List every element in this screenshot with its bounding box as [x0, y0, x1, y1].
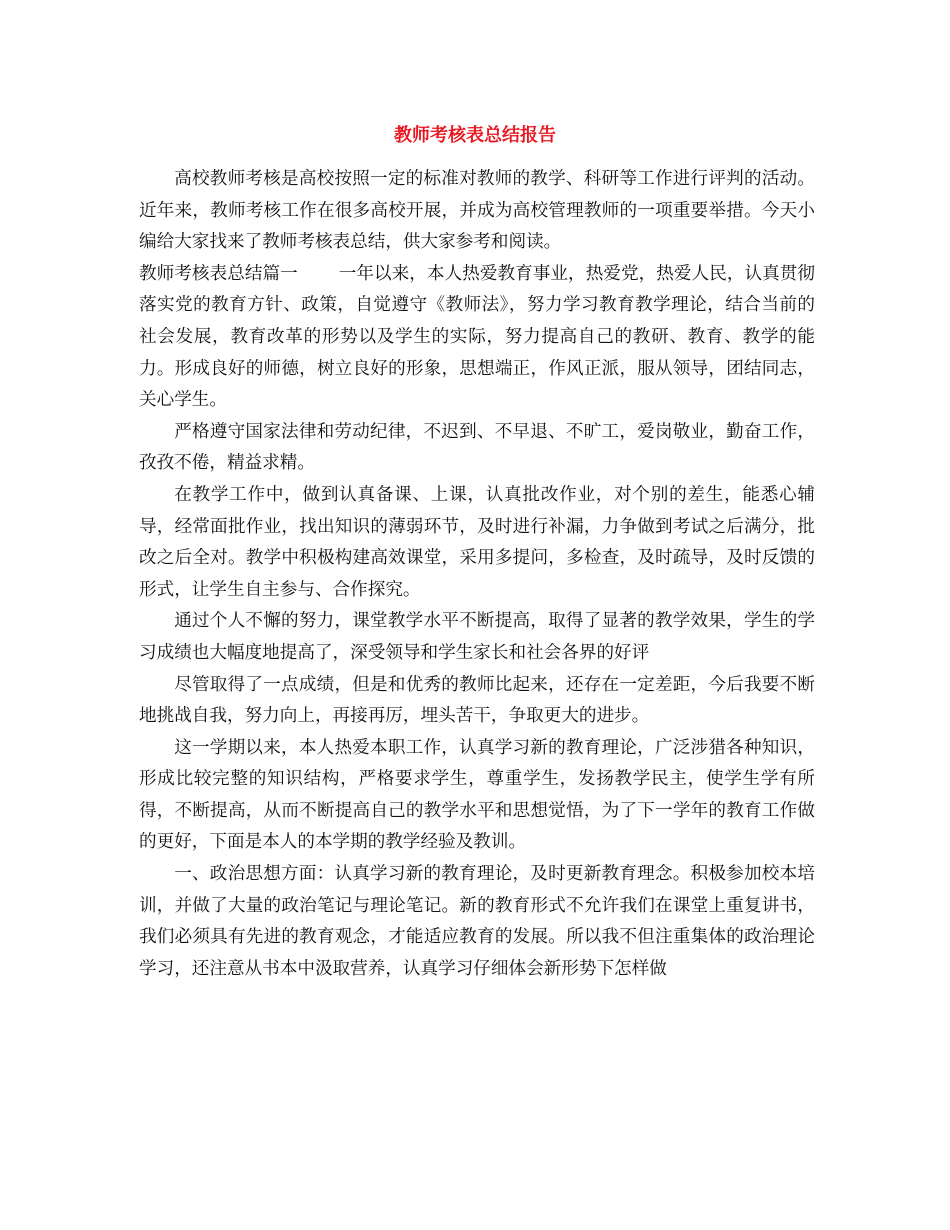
body-paragraph: 通过个人不懈的努力，课堂教学水平不断提高，取得了显著的教学效果，学生的学习成绩也大幅度地提高了，深受领导和学生家长和社会各界的好评 — [139, 611, 815, 663]
section-first-text: 一年以来，本人热爱教育事业，热爱党，热爱人民，认真贯彻落实党的教育方针、政策，自觉遵守《教师法》，努力学习教育教学理论，结合当前的社会发展，教育改革的形势以及学生的实际，努力提高自己的教研、教育、教学的能力。形成良好的师德，树立良好的形象，思想端正，作风正派，服从领导，团结同志，关心学生。 — [139, 263, 815, 411]
intro-paragraph: 高校教师考核是高校按照一定的标准对教师的教学、科研等工作进行评判的活动。近年来，教师考核工作在很多高校开展，并成为高校管理教师的一项重要举措。今天小编给大家找来了教师考核表总结，供大家参考和阅读。 — [139, 169, 815, 253]
document-body — [139, 164, 815, 985]
body-paragraph: 一、政治思想方面：认真学习新的教育理论，及时更新教育理念。积极参加校本培训，并做了大量的政治笔记与理论笔记。新的教育形式不允许我们在课堂上重复讲书，我们必须具有先进的教育观念，才能适应教育的发展。所以我不但注重集体的政治理论学习，还注意从书本中汲取营养，认真学习仔细体会新形势下怎样做 — [139, 864, 815, 979]
body-paragraph: 尽管取得了一点成绩，但是和优秀的教师比起来，还存在一定差距，今后我要不断地挑战自我，努力向上，再接再厉，埋头苦干，争取更大的进步。 — [139, 674, 815, 727]
body-paragraph: 这一学期以来，本人热爱本职工作，认真学习新的教育理论，广泛涉猎各种知识，形成比较完整的知识结构，严格要求学生，尊重学生，发扬教学民主，使学生学有所得，不断提高，从而不断提高自己的教学水平和思想觉悟，为了下一学年的教育工作做的更好，下面是本人的本学期的教学经验及教训。 — [139, 737, 815, 853]
section-first-paragraph — [139, 259, 815, 417]
body-paragraph: 在教学工作中，做到认真备课、上课，认真批改作业，对个别的差生，能悉心辅导，经常面批作业，找出知识的薄弱环节，及时进行补漏，力争做到考试之后满分，批改之后全对。教学中积极构建高效课堂，采用多提问，多检查，及时疏导，及时反馈的形式，让学生自主参与、合作探究。 — [139, 484, 815, 600]
document-title: 教师考核表总结报告 — [394, 125, 556, 146]
section-label: 教师考核表总结篇一 — [139, 263, 298, 284]
body-paragraph: 严格遵守国家法律和劳动纪律，不迟到、不早退、不旷工，爱岗敬业，勤奋工作，孜孜不倦，精益求精。 — [139, 421, 815, 474]
